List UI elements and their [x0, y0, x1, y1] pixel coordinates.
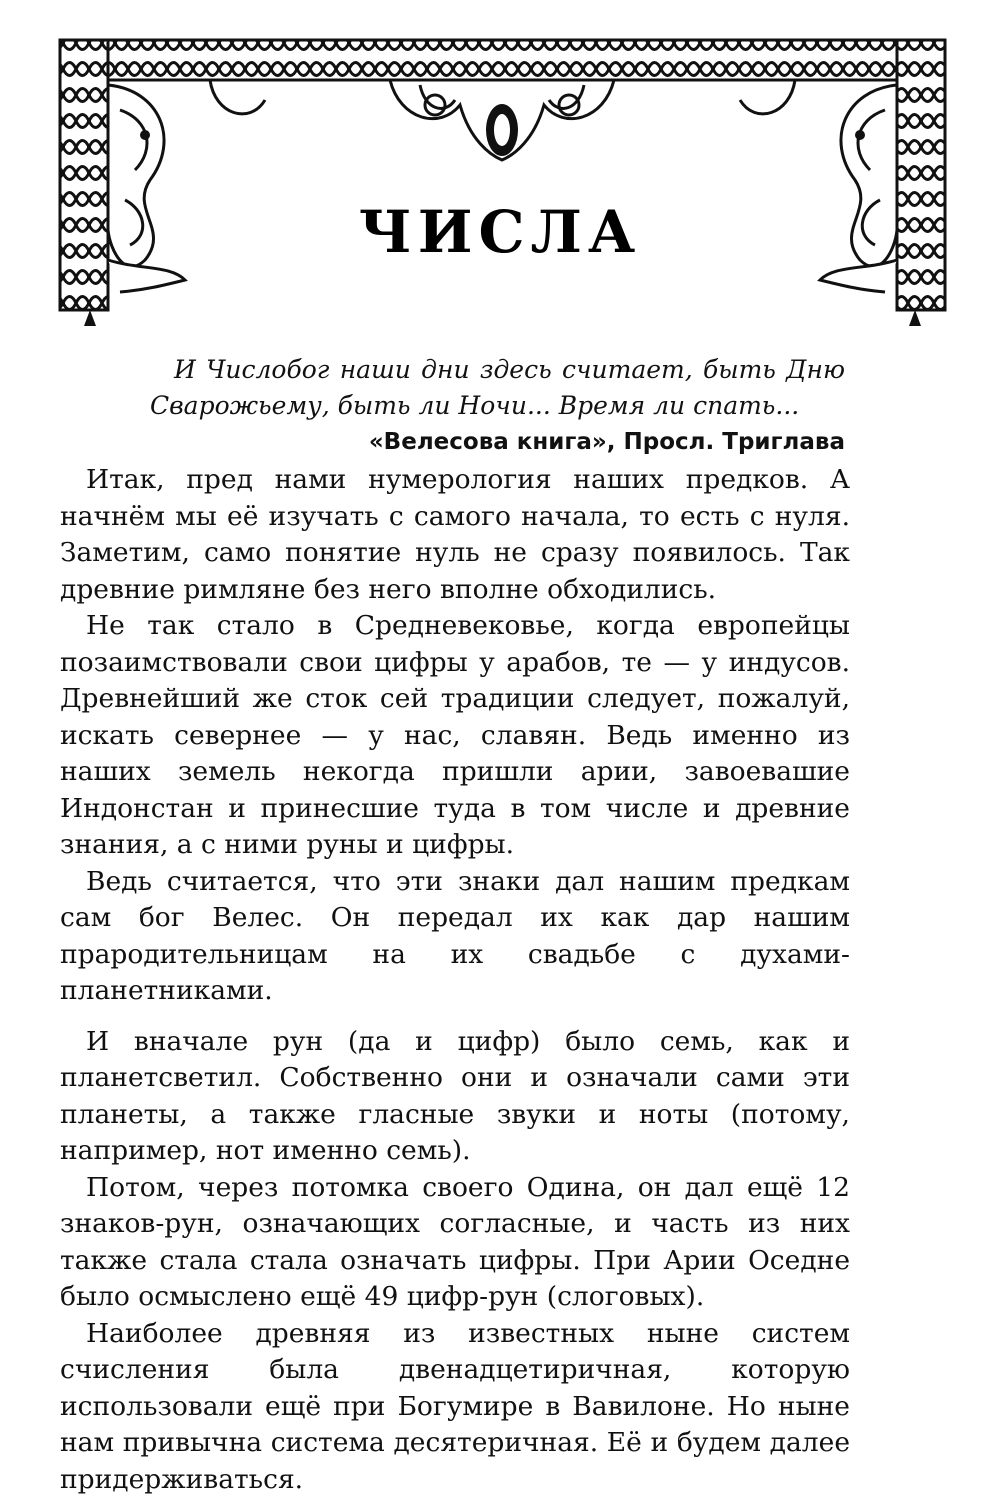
epigraph	[150, 352, 845, 460]
paragraph: Итак, пред нами нумерология наших предков. А начнём мы её изучать с самого начала, то есть с нуля. Заметим, само понятие нуль не сразу появилось. Так древние римляне без него вполне обходились.	[60, 462, 850, 608]
article-body	[60, 462, 850, 1498]
paragraph: Потом, через потомка своего Одина, он дал ещё 12 знаков-рун, означающих согласные, и часть из них также стала стала означать цифры. При Арии Оседне было осмыслено ещё 49 цифр-рун (слоговых).	[60, 1170, 850, 1316]
paragraph: Ведь считается, что эти знаки дал нашим предкам сам бог Велес. Он передал их как дар нашим прародительницам на их свадьбе с духами-планетниками.	[60, 864, 850, 1010]
epigraph-text: И Числобог наши дни здесь считает, быть Дню Сварожьему, быть ли Ночи... Время ли спать...	[150, 352, 845, 424]
paragraph: Наиболее древняя из известных ныне систем счисления была двенадцетиричная, которую использовали ещё при Богумире в Вавилоне. Но ныне нам привычна система десятеричная. Её и будем далее придерживаться.	[60, 1316, 850, 1498]
page-title: ЧИСЛА	[0, 198, 1000, 266]
paragraph: Не так стало в Средневековье, когда европейцы позаимствовали свои цифры у арабов, те — у индусов. Древнейший же сток сей традиции следует, пожалуй, искать севернее — у нас, славян. Ведь именно из наших земель некогда пришли арии, завоевашие Индонстан и принесшие туда в том числе и древние знания, а с ними руны и цифры.	[60, 608, 850, 864]
knotwork-frame-ornament	[50, 30, 955, 330]
paragraph: И вначале рун (да и цифр) было семь, как и планетсветил. Собственно они и означали сами эти планеты, а также гласные звуки и ноты (потому, например, нот именно семь).	[60, 1024, 850, 1170]
epigraph-source: «Велесова книга», Просл. Триглава	[150, 424, 845, 460]
